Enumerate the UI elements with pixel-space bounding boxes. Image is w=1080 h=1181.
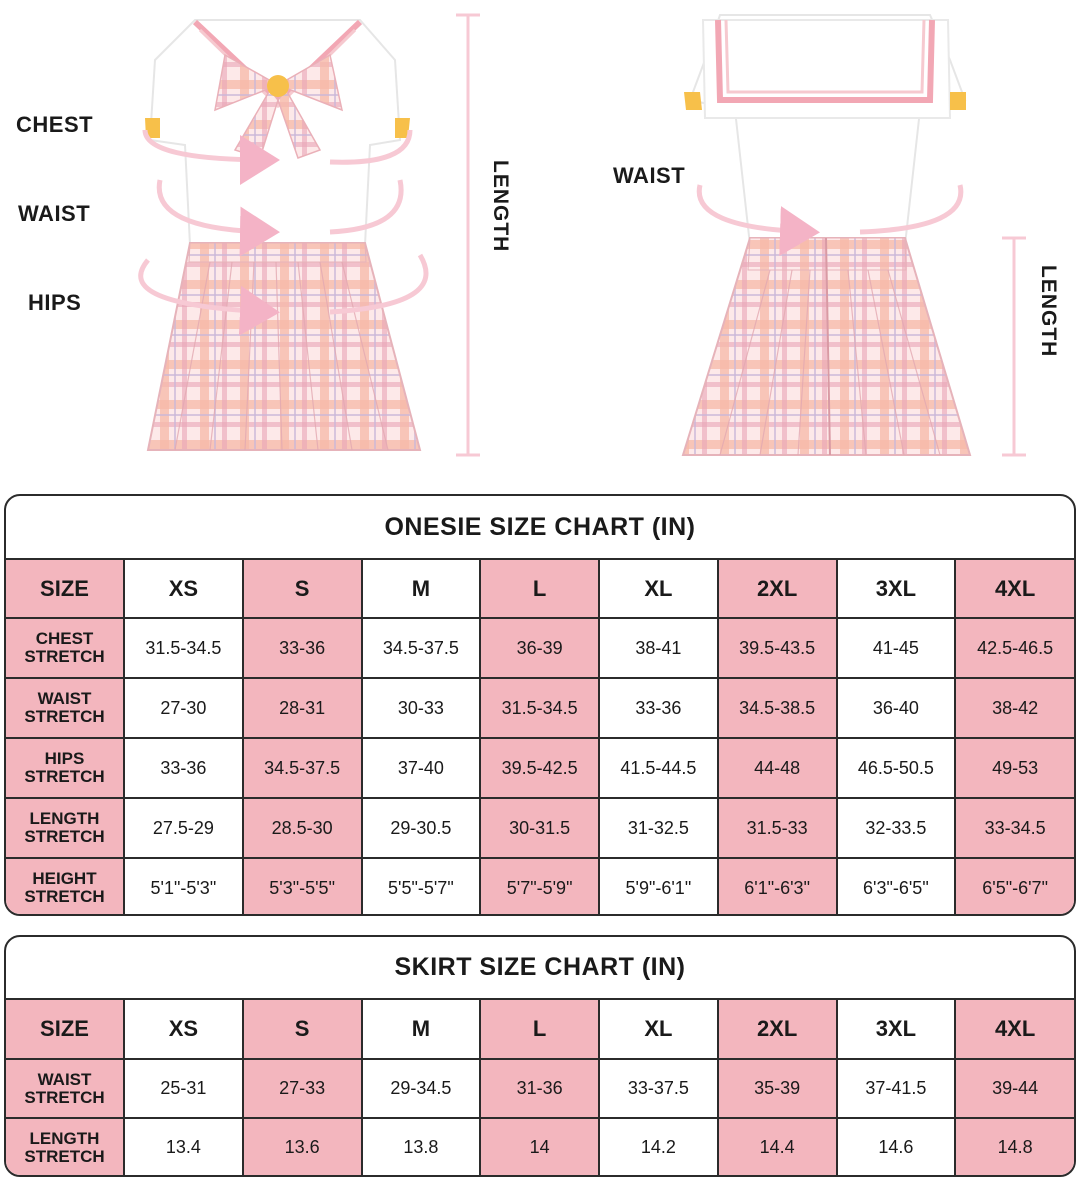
header-3xl: 3XL [837,999,956,1059]
table-cell: 28.5-30 [243,798,362,858]
table-cell: 44-48 [718,738,837,798]
table-cell: 33-36 [124,738,243,798]
garment-illustration [0,0,1080,480]
table-cell: 28-31 [243,678,362,738]
header-s: S [243,559,362,618]
onesie-header-row [6,559,1074,618]
header-size: SIZE [6,999,124,1059]
header-4xl: 4XL [955,559,1074,618]
row-label-length: LENGTH STRETCH [6,1118,124,1176]
table-cell: 5'9"-6'1" [599,858,718,916]
table-cell: 6'3"-6'5" [837,858,956,916]
front-length-label: LENGTH [489,160,512,253]
header-l: L [480,999,599,1059]
table-row [6,1059,1074,1118]
table-cell: 39.5-43.5 [718,618,837,678]
table-cell: 6'5"-6'7" [955,858,1074,916]
table-cell: 31.5-33 [718,798,837,858]
table-cell: 29-34.5 [362,1059,481,1118]
table-row [6,1118,1074,1176]
table-cell: 33-37.5 [599,1059,718,1118]
table-cell: 35-39 [718,1059,837,1118]
table-cell: 39.5-42.5 [480,738,599,798]
table-cell: 36-40 [837,678,956,738]
header-m: M [362,999,481,1059]
table-cell: 33-36 [599,678,718,738]
table-cell: 34.5-38.5 [718,678,837,738]
garment-drawing [0,0,1080,480]
table-cell: 32-33.5 [837,798,956,858]
table-cell: 14.4 [718,1118,837,1176]
table-cell: 13.6 [243,1118,362,1176]
row-label-length: LENGTH STRETCH [6,798,124,858]
row-label-waist: WAIST STRETCH [6,1059,124,1118]
table-cell: 38-42 [955,678,1074,738]
table-cell: 25-31 [124,1059,243,1118]
table-cell: 14.2 [599,1118,718,1176]
skirt-header-row [6,999,1074,1059]
table-cell: 31-32.5 [599,798,718,858]
table-cell: 27-30 [124,678,243,738]
table-cell: 5'7"-5'9" [480,858,599,916]
onesie-size-chart [4,494,1076,916]
row-label-hips: HIPS STRETCH [6,738,124,798]
front-length-line [456,15,480,455]
table-cell: 37-40 [362,738,481,798]
table-cell: 13.8 [362,1118,481,1176]
table-cell: 49-53 [955,738,1074,798]
header-3xl: 3XL [837,559,956,618]
table-cell: 5'3"-5'5" [243,858,362,916]
back-bodysuit [684,15,966,245]
table-cell: 41-45 [837,618,956,678]
table-cell: 33-34.5 [955,798,1074,858]
chest-label: CHEST [16,112,94,137]
table-cell: 34.5-37.5 [243,738,362,798]
row-label-chest: CHEST STRETCH [6,618,124,678]
table-cell: 36-39 [480,618,599,678]
table-cell: 37-41.5 [837,1059,956,1118]
header-xl: XL [599,559,718,618]
table-cell: 33-36 [243,618,362,678]
table-cell: 6'1"-6'3" [718,858,837,916]
table-cell: 41.5-44.5 [599,738,718,798]
table-row [6,678,1074,738]
table-cell: 27.5-29 [124,798,243,858]
table-cell: 5'5"-5'7" [362,858,481,916]
table-cell: 14.6 [837,1118,956,1176]
row-label-waist: WAIST STRETCH [6,678,124,738]
skirt-size-table [6,998,1074,1176]
skirt-chart-title: SKIRT SIZE CHART (IN) [394,953,686,981]
header-s: S [243,999,362,1059]
back-waist-label: WAIST [613,163,686,188]
front-bodysuit [145,20,410,245]
header-size: SIZE [6,559,124,618]
onesie-size-table [6,558,1074,916]
header-l: L [480,559,599,618]
header-m: M [362,559,481,618]
header-4xl: 4XL [955,999,1074,1059]
front-skirt [148,243,420,450]
back-length-line [1002,238,1026,455]
table-cell: 14.8 [955,1118,1074,1176]
table-cell: 31.5-34.5 [124,618,243,678]
table-cell: 29-30.5 [362,798,481,858]
table-cell: 27-33 [243,1059,362,1118]
back-skirt [683,238,970,455]
table-cell: 31-36 [480,1059,599,1118]
table-cell: 34.5-37.5 [362,618,481,678]
table-row [6,858,1074,916]
table-row [6,738,1074,798]
header-2xl: 2XL [718,559,837,618]
header-xs: XS [124,559,243,618]
waist-label: WAIST [18,201,91,226]
header-2xl: 2XL [718,999,837,1059]
back-length-label: LENGTH [1037,265,1060,358]
table-cell: 14 [480,1118,599,1176]
row-label-height: HEIGHT STRETCH [6,858,124,916]
table-cell: 30-31.5 [480,798,599,858]
table-cell: 5'1"-5'3" [124,858,243,916]
table-cell: 13.4 [124,1118,243,1176]
table-row [6,618,1074,678]
table-cell: 42.5-46.5 [955,618,1074,678]
table-cell: 39-44 [955,1059,1074,1118]
table-cell: 38-41 [599,618,718,678]
skirt-size-chart [4,935,1076,1177]
table-cell: 46.5-50.5 [837,738,956,798]
table-cell: 30-33 [362,678,481,738]
header-xs: XS [124,999,243,1059]
table-cell: 31.5-34.5 [480,678,599,738]
header-xl: XL [599,999,718,1059]
onesie-chart-title: ONESIE SIZE CHART (IN) [384,513,696,541]
hips-label: HIPS [28,290,82,315]
table-row [6,798,1074,858]
